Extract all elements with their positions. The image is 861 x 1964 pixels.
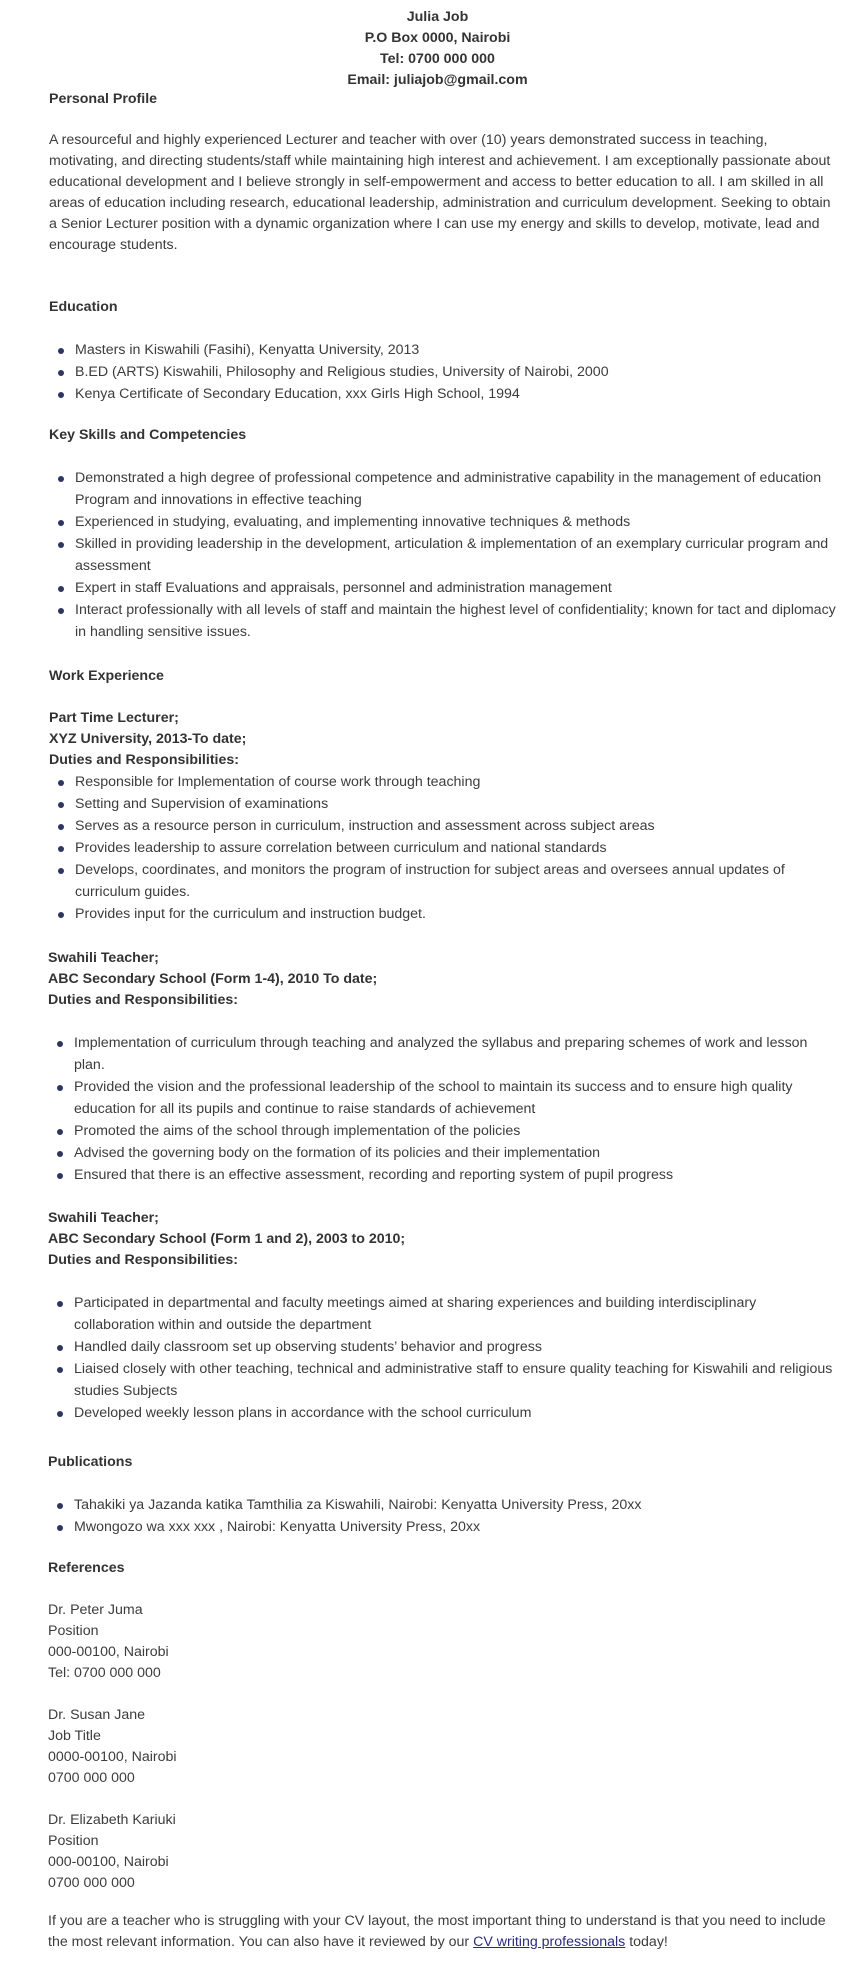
- duty-item: Implementation of curriculum through teaching and analyzed the syllabus and preparing schemes of work and lesson plan.: [74, 1035, 808, 1073]
- job-title: Swahili Teacher;: [48, 1210, 159, 1226]
- bullet-icon: [58, 608, 64, 614]
- bullet-icon: [58, 846, 64, 852]
- reference-1: [48, 1600, 838, 1684]
- list-item: [49, 361, 839, 383]
- duty-item: Serves as a resource person in curriculum, instruction and assessment across subject areas: [75, 818, 655, 834]
- education-item: Masters in Kiswahili (Fasihi), Kenyatta University, 2013: [75, 342, 420, 358]
- reference-phone: 0700 000 000: [48, 1770, 135, 1786]
- duty-item: Handled daily classroom set up observing students’ behavior and progress: [74, 1339, 542, 1355]
- bullet-icon: [58, 912, 64, 918]
- job-3-section: [48, 1208, 838, 1424]
- list-item: [49, 771, 839, 793]
- job-1-header: [49, 708, 839, 771]
- list-item: [48, 1402, 838, 1424]
- job-org: ABC Secondary School (Form 1-4), 2010 To date;: [48, 971, 378, 987]
- bullet-icon: [57, 1503, 63, 1509]
- duty-item: Provided the vision and the professional leadership of the school to maintain its success and to ensure high quality education for all its pupils and continue to raise standards of achievement: [74, 1079, 793, 1117]
- candidate-address: P.O Box 0000, Nairobi: [364, 30, 511, 46]
- bullet-icon: [58, 824, 64, 830]
- candidate-email: Email: juliajob@gmail.com: [347, 72, 528, 88]
- education-heading: Education: [49, 299, 118, 315]
- job-duties-label: Duties and Responsibilities:: [48, 992, 238, 1008]
- job-org: ABC Secondary School (Form 1 and 2), 2003 to 2010;: [48, 1231, 406, 1247]
- job-3-header: [48, 1208, 838, 1271]
- reference-role: Position: [48, 1833, 99, 1849]
- reference-phone: Tel: 0700 000 000: [48, 1665, 161, 1681]
- reference-address: 000-00100, Nairobi: [48, 1854, 169, 1870]
- list-item: [49, 577, 839, 599]
- bullet-icon: [58, 780, 64, 786]
- list-item: [49, 533, 839, 577]
- skill-item: Skilled in providing leadership in the development, articulation & implementation of an exemplary curricular program and assessment: [75, 536, 829, 574]
- footer-text-after: today!: [625, 1934, 668, 1950]
- duty-item: Responsible for Implementation of course work through teaching: [75, 774, 481, 790]
- duty-item: Develops, coordinates, and monitors the program of instruction for subject areas and oversees annual updates of curriculum guides.: [75, 862, 785, 900]
- job-1-duties: [49, 771, 839, 925]
- education-item: B.ED (ARTS) Kiswahili, Philosophy and Religious studies, University of Nairobi, 2000: [75, 364, 609, 380]
- publications-heading: Publications: [48, 1454, 133, 1470]
- list-item: [48, 1358, 838, 1402]
- reference-role: Position: [48, 1623, 99, 1639]
- job-title: Part Time Lecturer;: [49, 710, 179, 726]
- reference-name: Dr. Peter Juma: [48, 1602, 143, 1618]
- reference-name: Dr. Susan Jane: [48, 1707, 146, 1723]
- bullet-icon: [58, 586, 64, 592]
- duty-item: Promoted the aims of the school through implementation of the policies: [74, 1123, 521, 1139]
- reference-3: [48, 1810, 838, 1894]
- duty-item: Ensured that there is an effective assessment, recording and reporting system of pupil progress: [74, 1167, 674, 1183]
- list-item: [49, 815, 839, 837]
- list-item: [49, 903, 839, 925]
- bullet-icon: [57, 1411, 63, 1417]
- footer-text-before: If you are a teacher who is struggling with your CV layout, the most important thing to understand is that you need to include the most relevant information. You can also have it reviewed by our: [48, 1913, 826, 1950]
- footer-text: [48, 1911, 843, 1953]
- bullet-icon: [57, 1085, 63, 1091]
- skill-item: Experienced in studying, evaluating, and implementing innovative techniques & methods: [75, 514, 631, 530]
- reference-role: Job Title: [48, 1728, 101, 1744]
- skills-heading: Key Skills and Competencies: [49, 427, 247, 443]
- bullet-icon: [58, 542, 64, 548]
- profile-text: A resourceful and highly experienced Lecturer and teacher with over (10) years demonstrated success in teaching, motivating, and directing students/staff while maintaining high interest and achievement. I am exceptionally passionate about educational development and I believe strongly in self-empowerment and access to better education to all. I am skilled in all areas of education including research, educational leadership, administration and curriculum development. Seeking to obtain a Senior Lecturer position with a dynamic organization where I can use my energy and skills to develop, motivate, lead and encourage students.: [49, 132, 831, 253]
- education-item: Kenya Certificate of Secondary Education, xxx Girls High School, 1994: [75, 386, 520, 402]
- publication-item: Tahakiki ya Jazanda katika Tamthilia za Kiswahili, Nairobi: Kenyatta University Press, 20xx: [74, 1497, 642, 1513]
- list-item: [49, 511, 839, 533]
- bullet-icon: [58, 348, 64, 354]
- duty-item: Advised the governing body on the formation of its policies and their implementation: [74, 1145, 601, 1161]
- skill-item: Expert in staff Evaluations and appraisals, personnel and administration management: [75, 580, 612, 596]
- list-item: [48, 1292, 838, 1336]
- duty-item: Setting and Supervision of examinations: [75, 796, 329, 812]
- bullet-icon: [58, 370, 64, 376]
- job-org: XYZ University, 2013-To date;: [49, 731, 247, 747]
- bullet-icon: [58, 868, 64, 874]
- job-2-duties: [48, 1032, 838, 1186]
- candidate-phone: Tel: 0700 000 000: [380, 51, 495, 67]
- list-item: [48, 1032, 838, 1076]
- bullet-icon: [58, 392, 64, 398]
- bullet-icon: [57, 1345, 63, 1351]
- skills-section: [49, 425, 839, 643]
- list-item: [49, 339, 839, 361]
- bullet-icon: [57, 1151, 63, 1157]
- list-item: [49, 859, 839, 903]
- duty-item: Participated in departmental and faculty meetings aimed at sharing experiences and building interdisciplinary collaboration within and outside the department: [74, 1295, 757, 1333]
- bullet-icon: [58, 802, 64, 808]
- list-item: [48, 1336, 838, 1358]
- profile-heading: Personal Profile: [49, 91, 158, 107]
- publications-section: [48, 1452, 838, 1538]
- reference-2: [48, 1705, 838, 1789]
- list-item: [48, 1076, 838, 1120]
- duty-item: Developed weekly lesson plans in accordance with the school curriculum: [74, 1405, 532, 1421]
- bullet-icon: [57, 1367, 63, 1373]
- work-heading: Work Experience: [49, 668, 164, 684]
- list-item: [48, 1164, 838, 1186]
- duty-item: Provides input for the curriculum and instruction budget.: [75, 906, 426, 922]
- cv-writing-link[interactable]: CV writing professionals: [473, 1934, 626, 1950]
- cv-header: [0, 0, 861, 91]
- references-section: [48, 1558, 838, 1894]
- job-duties-label: Duties and Responsibilities:: [48, 1252, 238, 1268]
- list-item: [48, 1516, 838, 1538]
- list-item: [49, 467, 839, 511]
- references-heading: References: [48, 1560, 125, 1576]
- list-item: [48, 1142, 838, 1164]
- publication-item: Mwongozo wa xxx xxx , Nairobi: Kenyatta University Press, 20xx: [74, 1519, 481, 1535]
- reference-address: 000-00100, Nairobi: [48, 1644, 169, 1660]
- skills-list: [49, 467, 839, 643]
- list-item: [48, 1120, 838, 1142]
- reference-name: Dr. Elizabeth Kariuki: [48, 1812, 176, 1828]
- candidate-name: Julia Job: [406, 9, 469, 25]
- bullet-icon: [58, 476, 64, 482]
- list-item: [49, 793, 839, 815]
- duty-item: Liaised closely with other teaching, technical and administrative staff to ensure quality teaching for Kiswahili and religious studies Subjects: [74, 1361, 833, 1399]
- publications-list: [48, 1494, 838, 1538]
- job-2-section: [48, 948, 838, 1186]
- work-section: [49, 666, 839, 925]
- skill-item: Interact professionally with all levels of staff and maintain the highest level of confidentiality; known for tact and diplomacy in handling sensitive issues.: [75, 602, 836, 640]
- education-list: [49, 339, 839, 405]
- bullet-icon: [57, 1129, 63, 1135]
- duty-item: Provides leadership to assure correlation between curriculum and national standards: [75, 840, 607, 856]
- list-item: [49, 837, 839, 859]
- footer-section: [48, 1911, 843, 1953]
- bullet-icon: [57, 1041, 63, 1047]
- job-3-duties: [48, 1292, 838, 1424]
- list-item: [48, 1494, 838, 1516]
- job-title: Swahili Teacher;: [48, 950, 159, 966]
- job-duties-label: Duties and Responsibilities:: [49, 752, 239, 768]
- bullet-icon: [58, 520, 64, 526]
- profile-section: [49, 89, 839, 256]
- skill-item: Demonstrated a high degree of professional competence and administrative capability in the management of education Program and innovations in effective teaching: [75, 470, 822, 508]
- list-item: [49, 383, 839, 405]
- bullet-icon: [57, 1301, 63, 1307]
- list-item: [49, 599, 839, 643]
- job-2-header: [48, 948, 838, 1011]
- education-section: [49, 297, 839, 405]
- bullet-icon: [57, 1525, 63, 1531]
- bullet-icon: [57, 1173, 63, 1179]
- reference-phone: 0700 000 000: [48, 1875, 135, 1891]
- reference-address: 0000-00100, Nairobi: [48, 1749, 177, 1765]
